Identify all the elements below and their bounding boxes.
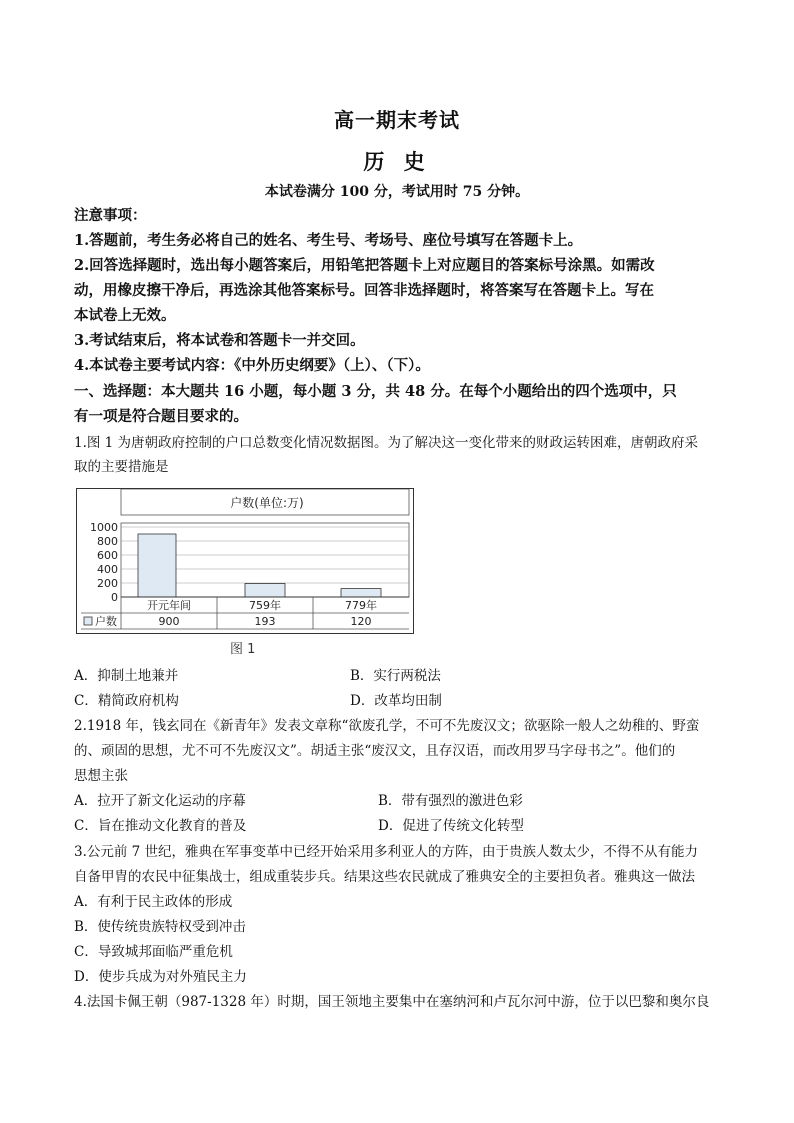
figure-caption: 图 1 <box>230 642 256 657</box>
bar <box>341 589 381 597</box>
chart-title: 户数(单位:万) <box>230 496 304 510</box>
y-tick-label: 400 <box>97 563 118 576</box>
exam-title: 高一期末考试 <box>334 108 460 132</box>
notice-line-2a: 2.回答选择题时，选出每小题答案后，用铅笔把答题卡上对应题目的答案标号涂黑。如需改 <box>74 257 655 274</box>
notice-line-4: 4.本试卷主要考试内容：《中外历史纲要》（上）、（下）。 <box>74 357 430 374</box>
value-label: 193 <box>254 615 276 628</box>
section-heading-1: 一、选择题：本大题共 16 小题，每小题 3 分，共 48 分。在每个小题给出的四个选项中，只 <box>74 383 677 400</box>
q3-option-a: A．有利于民主政体的形成 <box>74 894 233 910</box>
q3-stem-line-1: 3.公元前 7 世纪，雅典在军事变革中已经开始采用多利亚人的方阵，由于贵族人数太少，不得不从有能力 <box>74 844 699 860</box>
value-label: 120 <box>350 615 372 628</box>
q1-bar-chart <box>76 488 414 634</box>
y-tick-label: 1000 <box>90 521 118 534</box>
q4-stem-line-1: 4.法国卡佩王朝（987-1328 年）时期，国王领地主要集中在塞纳河和卢瓦尔河中游，位于以巴黎和奥尔良 <box>74 994 710 1010</box>
notice-line-2b: 动，用橡皮擦干净后，再选涂其他答案标号。回答非选择题时，将答案写在答题卡上。写在 <box>74 282 654 299</box>
y-tick-label: 0 <box>111 591 118 604</box>
subject-title: 历 史 <box>363 149 431 174</box>
q2-option-b: B．带有强烈的激进色彩 <box>378 793 523 809</box>
q2-stem-line-2: 的、顽固的思想，尤不可不先废汉文”。胡适主张“废汉文，且存汉语，而改用罗马字母书之”。他们的 <box>74 743 676 759</box>
q1-option-b: B．实行两税法 <box>350 668 441 684</box>
q2-option-a: A．拉开了新文化运动的序幕 <box>74 793 246 809</box>
value-label: 900 <box>158 615 180 628</box>
notice-line-2c: 本试卷上无效。 <box>74 307 176 324</box>
q1-stem-line-1: 1.图 1 为唐朝政府控制的户口总数变化情况数据图。为了解决这一变化带来的财政运转困难，唐朝政府采 <box>74 435 699 451</box>
q3-option-b: B．使传统贵族特权受到冲击 <box>74 919 246 935</box>
notice-line-3: 3.考试结束后，将本试卷和答题卡一并交回。 <box>74 332 365 349</box>
q1-option-d: D．改革均田制 <box>350 693 442 709</box>
bar <box>245 583 285 597</box>
exam-info: 本试卷满分 100 分，考试用时 75 分钟。 <box>264 184 530 200</box>
chart-svg <box>77 489 413 633</box>
q2-stem-line-3: 思想主张 <box>74 768 128 784</box>
q2-option-d: D．促进了传统文化转型 <box>378 818 524 834</box>
notice-line-1: 1.答题前，考生务必将自己的姓名、考生号、考场号、座位号填写在答题卡上。 <box>74 232 583 249</box>
q2-stem-line-1: 2.1918 年，钱玄同在《新青年》发表文章称“欲废孔学，不可不先废汉文；欲驱除一般人之幼稚的、野蛮 <box>74 718 700 734</box>
q1-option-a: A．抑制土地兼并 <box>74 668 179 684</box>
q2-option-c: C．旨在推动文化教育的普及 <box>74 818 247 834</box>
notice-heading: 注意事项： <box>74 207 147 224</box>
q3-option-d: D．使步兵成为对外殖民主力 <box>74 969 247 985</box>
q1-stem-line-2: 取的主要措施是 <box>74 459 169 475</box>
section-heading-2: 有一项是符合题目要求的。 <box>74 408 248 425</box>
y-tick-label: 600 <box>97 549 118 562</box>
y-tick-label: 800 <box>97 535 118 548</box>
bar <box>138 534 176 597</box>
q3-option-c: C．导致城邦面临严重危机 <box>74 944 233 960</box>
legend-swatch <box>84 617 92 625</box>
category-label: 779年 <box>345 599 377 612</box>
category-label: 开元年间 <box>147 599 191 612</box>
q3-stem-line-2: 自备甲胄的农民中征集战士，组成重装步兵。结果这些农民就成了雅典安全的主要担负者。雅典这一做法 <box>74 869 695 885</box>
legend-label: 户数 <box>95 615 117 628</box>
q1-option-c: C．精简政府机构 <box>74 693 179 709</box>
category-label: 759年 <box>249 599 281 612</box>
y-tick-label: 200 <box>97 577 118 590</box>
